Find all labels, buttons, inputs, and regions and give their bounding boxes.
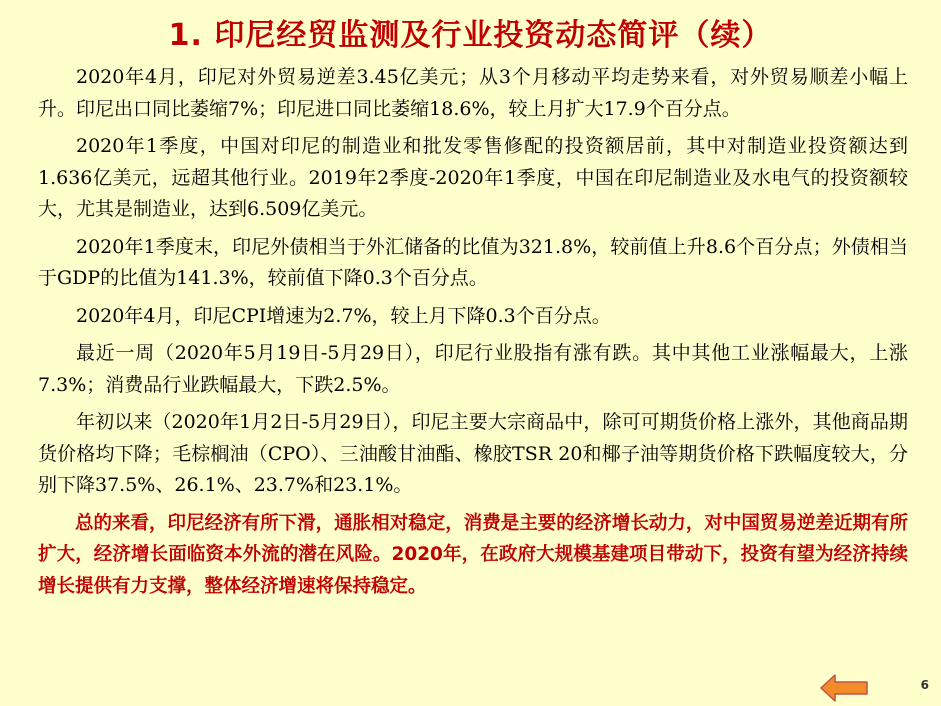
paragraph-trade: 2020年4月，印尼对外贸易逆差3.45亿美元；从3个月移动平均走势来看，对外贸易顺差小幅上升。印尼出口同比萎缩7%；印尼进口同比萎缩18.6%，较上月扩大17.9个百分点。 [38, 66, 908, 120]
paragraph-summary: 总的来看，印尼经济有所下滑，通胀相对稳定，消费是主要的经济增长动力，对中国贸易逆差近期有所扩大，经济增长面临资本外流的潜在风险。2020年，在政府大规模基建项目带动下，投资有望为经济持续增长提供有力支撑，整体经济增速将保持稳定。 [38, 512, 908, 597]
slide-title: 1. 印尼经贸监测及行业投资动态简评（续） [168, 18, 773, 53]
back-button[interactable] [820, 674, 868, 702]
paragraph-commodities: 年初以来（2020年1月2日-5月29日），印尼主要大宗商品中，除可可期货价格上涨外，其他商品期货价格均下降；毛棕榈油（CPO）、三油酸甘油酯、橡胶TSR 20和椰子油等期货价格下跌幅度较大，分别下降37.5%、26.1%、23.7%和23.1%。 [38, 411, 908, 496]
page-number: 6 [920, 678, 929, 692]
paragraph-investment: 2020年1季度，中国对印尼的制造业和批发零售修配的投资额居前，其中对制造业投资额达到1.636亿美元，远超其他行业。2019年2季度-2020年1季度，中国在印尼制造业及水电气的投资额较大，尤其是制造业，达到6.509亿美元。 [38, 135, 908, 220]
slide-content [38, 62, 908, 608]
paragraph-cpi: 2020年4月，印尼CPI增速为2.7%，较上月下降0.3个百分点。 [76, 304, 611, 327]
paragraph-stock-index: 最近一周（2020年5月19日-5月29日），印尼行业股指有涨有跌。其中其他工业涨幅最大，上涨7.3%；消费品行业跌幅最大，下跌2.5%。 [38, 342, 908, 396]
left-arrow-icon [820, 674, 868, 702]
paragraph-external-debt: 2020年1季度末，印尼外债相当于外汇储备的比值为321.8%，较前值上升8.6个百分点；外债相当于GDP的比值为141.3%，较前值下降0.3个百分点。 [38, 235, 908, 289]
